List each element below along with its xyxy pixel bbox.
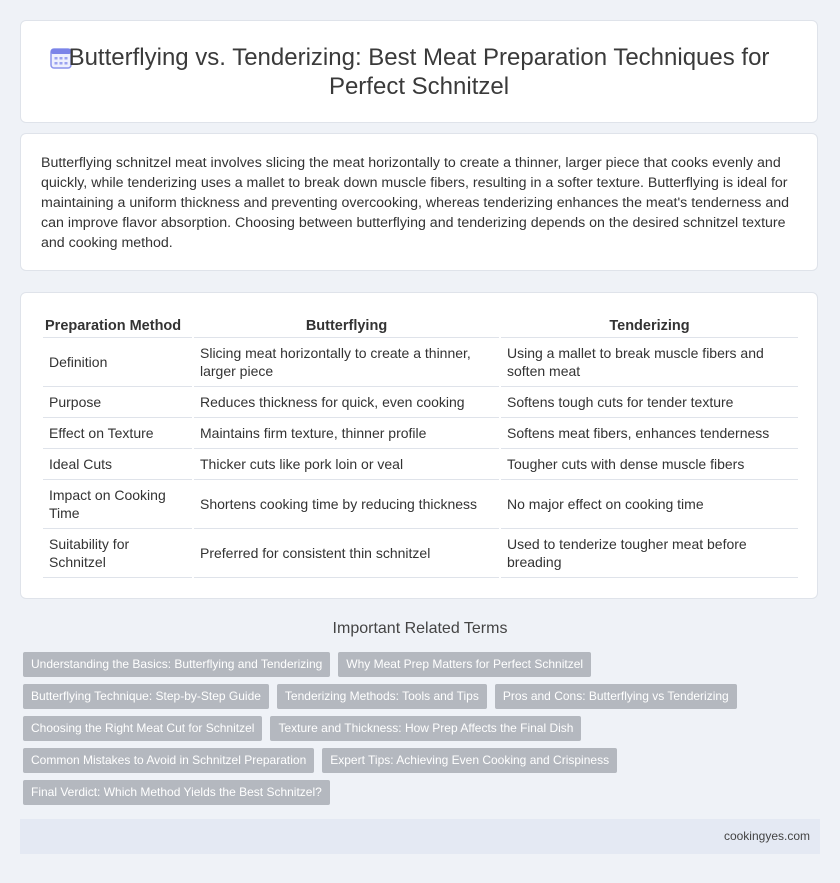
related-terms-list xyxy=(23,652,823,812)
intro-card xyxy=(20,133,818,271)
related-terms-heading: Important Related Terms xyxy=(332,620,508,637)
row-label: Definition xyxy=(43,338,192,387)
comparison-table xyxy=(41,317,800,578)
related-term-link[interactable]: Understanding the Basics: Butterflying and Tenderizing xyxy=(23,652,330,677)
tag-row xyxy=(23,716,823,741)
butterflying-cell: Reduces thickness for quick, even cooking xyxy=(194,387,499,418)
table-row xyxy=(43,529,798,578)
row-label: Impact on Cooking Time xyxy=(43,480,192,529)
header-card xyxy=(20,20,818,123)
table-row xyxy=(43,418,798,449)
tenderizing-cell: Used to tenderize tougher meat before breading xyxy=(501,529,798,578)
footer xyxy=(20,819,820,854)
table-row xyxy=(43,387,798,418)
tenderizing-cell: Tougher cuts with dense muscle fibers xyxy=(501,449,798,480)
header-butterflying: Butterflying xyxy=(194,317,499,338)
related-term-link[interactable]: Texture and Thickness: How Prep Affects the Final Dish xyxy=(270,716,581,741)
row-label: Purpose xyxy=(43,387,192,418)
related-term-link[interactable]: Tenderizing Methods: Tools and Tips xyxy=(277,684,487,709)
related-term-link[interactable]: Butterflying Technique: Step-by-Step Guide xyxy=(23,684,269,709)
butterflying-cell: Thicker cuts like pork loin or veal xyxy=(194,449,499,480)
tenderizing-cell: Softens meat fibers, enhances tenderness xyxy=(501,418,798,449)
page-title: Butterflying vs. Tenderizing: Best Meat Preparation Techniques for Perfect Schnitzel xyxy=(68,44,770,100)
butterflying-cell: Slicing meat horizontally to create a thinner, larger piece xyxy=(194,338,499,387)
footer-site-link[interactable]: cookingyes.com xyxy=(723,829,810,843)
butterflying-cell: Preferred for consistent thin schnitzel xyxy=(194,529,499,578)
tag-row xyxy=(23,780,823,805)
related-term-link[interactable]: Common Mistakes to Avoid in Schnitzel Preparation xyxy=(23,748,314,773)
butterflying-cell: Maintains firm texture, thinner profile xyxy=(194,418,499,449)
comparison-table-card xyxy=(20,292,818,599)
tenderizing-cell: Using a mallet to break muscle fibers and soften meat xyxy=(501,338,798,387)
table-row xyxy=(43,449,798,480)
related-term-link[interactable]: Final Verdict: Which Method Yields the Best Schnitzel? xyxy=(23,780,330,805)
butterflying-cell: Shortens cooking time by reducing thickness xyxy=(194,480,499,529)
related-term-link[interactable]: Pros and Cons: Butterflying vs Tenderizing xyxy=(495,684,737,709)
intro-paragraph: Butterflying schnitzel meat involves slicing the meat horizontally to create a thinner, larger piece that cooks evenly and quickly, while tenderizing uses a mallet to break down muscle fibers, resulting in a softer texture. Butterflying is ideal for maintaining a uniform thickness and preventing overcooking, whereas tenderizing enhances the meat's tenderness and can improve flavor absorption. Choosing between butterflying and tenderizing depends on the desired schnitzel texture and cooking method. xyxy=(41,155,790,251)
tenderizing-cell: Softens tough cuts for tender texture xyxy=(501,387,798,418)
tag-row xyxy=(23,684,823,709)
table-header-row xyxy=(43,317,798,338)
table-row xyxy=(43,480,798,529)
related-term-link[interactable]: Choosing the Right Meat Cut for Schnitzel xyxy=(23,716,262,741)
row-label: Ideal Cuts xyxy=(43,449,192,480)
related-term-link[interactable]: Why Meat Prep Matters for Perfect Schnitzel xyxy=(338,652,591,677)
header-tenderizing: Tenderizing xyxy=(501,317,798,338)
tenderizing-cell: No major effect on cooking time xyxy=(501,480,798,529)
tag-row xyxy=(23,652,823,677)
row-label: Suitability for Schnitzel xyxy=(43,529,192,578)
table-row xyxy=(43,338,798,387)
header-preparation-method: Preparation Method xyxy=(43,317,192,338)
related-term-link[interactable]: Expert Tips: Achieving Even Cooking and Crispiness xyxy=(322,748,617,773)
row-label: Effect on Texture xyxy=(43,418,192,449)
tag-row xyxy=(23,748,823,773)
